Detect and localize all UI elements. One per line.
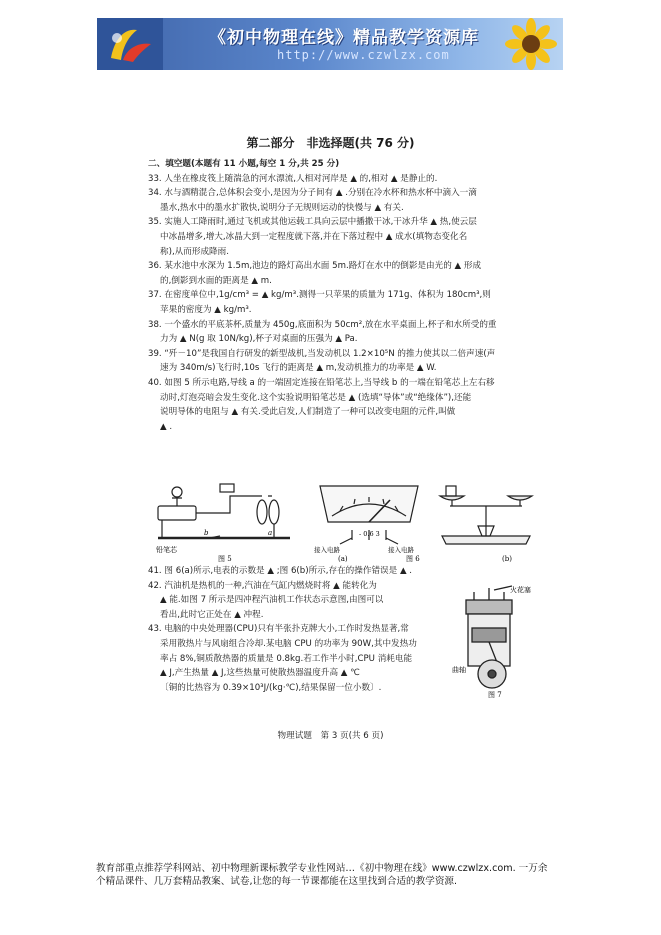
section-heading: 二、填空题(本题有 11 小题,每空 1 分,共 25 分) [148,159,340,169]
questions-lower [148,564,438,695]
question-line: 37. 在密度单位中,1g/cm³ = ▲ kg/m³.测得一只苹果的质量为 171g、体积为 180cm³,则 [148,290,491,301]
banner-url[interactable]: http://www.czwlzx.com [277,48,450,62]
question-line: 中冰晶增多,增大,冰晶大到一定程度就下落,并在下落过程中 ▲ 成水(填物态变化名 [160,231,468,242]
question-line: 35. 实施人工降雨时,通过飞机或其他运载工具向云层中播撒干冰,干冰升华 ▲ 热,使云层 [148,217,477,228]
fig6a-label: (a) [338,555,348,563]
ad-line: 个精品课件、几万套精品教案、试卷,让您的每一节课都能在这里找到合适的教学资源. [96,876,458,887]
question-line: ▲ . [160,421,173,432]
fig7-spark-label: 火花塞 [510,586,531,594]
question-line: 33. 人坐在橡皮筏上随湍急的河水漂流,人相对河岸是 ▲ 的,相对 ▲ 是静止的. [148,173,438,184]
question-line: 34. 水与酒精混合,总体积会变小,是因为分子间有 ▲ .分别在冷水杯和热水杯中滴入一滴 [148,188,477,199]
site-logo-icon [97,18,163,70]
question-line: ▲ J,产生热量 ▲ J,这些热量可使散热器温度升高 ▲ ℃ [160,668,360,679]
question-line: 38. 一个盛水的平底茶杯,质量为 450g,底面积为 50cm²,放在水平桌面上,杯子和水所受的重 [148,319,497,330]
question-line: 42. 汽油机是热机的一种,汽油在气缸内燃烧时将 ▲ 能转化为 [148,580,377,591]
question-line: 率占 8%,铜质散热器的质量是 0.8kg.若工作半小时,CPU 消耗电能 [160,653,413,664]
fig5-pencil-label: 铅笔芯 [156,546,177,554]
figures-row [150,478,540,568]
question-line: 称),从而形成降雨. [160,246,229,257]
question-line: 的,倒影到水面的距离是 ▲ m. [160,275,272,286]
question-line: 36. 某水池中水深为 1.5m,池边的路灯高出水面 5m.路灯在水中的倒影是由光的 ▲ 形成 [148,261,482,272]
question-line: 43. 电脑的中央处理器(CPU)只有半张扑克牌大小,工作时发热显著,常 [148,624,409,635]
question-line: 力为 ▲ N(g 取 10N/kg),杯子对桌面的压强为 ▲ Pa. [160,334,358,345]
sunflower-icon [491,18,563,70]
question-line: 苹果的密度为 ▲ kg/m³. [160,304,252,315]
question-line: 采用散热片与风扇组合冷却.某电脑 CPU 的功率为 90W,其中发热功 [160,638,417,649]
page-footer: 物理试题 第 3 页(共 6 页) [277,731,384,741]
bottom-advertisement [96,862,566,888]
question-line: 39. “歼－10”是我国自行研发的新型战机,当发动机以 1.2×10⁵N 的推力使其以二倍声速(声 [148,348,496,359]
fig5-caption: 图 5 [218,555,232,563]
question-line: 速为 340m/s)飞行时,10s 飞行的距离是 ▲ m,发动机推力的功率是 ▲ W. [160,363,437,374]
figure-6b-balance [432,478,540,563]
questions-upper [148,157,538,434]
fig5-a-label: a [268,529,273,537]
question-line: 〔铜的比热容为 0.39×10³J/(kg·℃),结果保留一位小数〕. [160,682,382,693]
fig6b-label: (b) [502,555,512,563]
fig5-b-label: b [204,529,209,537]
fig7-caption: 图 7 [488,691,502,699]
question-line: 动时,灯泡亮暗会发生变化.这个实验说明铅笔芯是 ▲ (选填“导体”或“绝缘体”),还能 [160,392,472,403]
figure-6a-ammeter [310,478,428,563]
figure-5-circuit [150,478,300,563]
fig6a-connect-right: 接入电路 [388,546,414,554]
fig7-crank-label: 曲轴 [452,666,466,674]
question-line: 说明导体的电阻与 ▲ 有关.受此启发,人们制造了一种可以改变电阻的元件,叫做 [160,407,456,418]
question-line: 看出,此时它正处在 ▲ 冲程. [160,609,264,620]
part-title: 第二部分 非选择题(共 76 分) [246,136,415,150]
question-line: 40. 如图 5 所示电路,导线 a 的一端固定连接在铅笔芯上,当导线 b 的一端在铅笔芯上左右移 [148,377,495,388]
fig6a-connect-left: 接入电路 [314,546,340,554]
question-line: 41. 图 6(a)所示,电表的示数是 ▲ ;图 6(b)所示,存在的操作错误是 ▲ . [148,566,413,576]
fig6a-terminals: - 0.6 3 [359,530,380,538]
ad-line: 教育部重点推荐学科网站、初中物理新课标教学专业性网站…《初中物理在线》www.czwlzx.com. 一万余 [96,863,548,874]
fig6-caption: 图 6 [406,555,420,563]
question-line: ▲ 能.如图 7 所示是四冲程汽油机工作状态示意图,由图可以 [160,595,384,606]
header-banner [97,18,563,70]
figure-7-engine [452,584,542,699]
banner-title: 《初中物理在线》精品教学资源库 [209,28,479,48]
question-line: 墨水,热水中的墨水扩散快,说明分子无规则运动的快慢与 ▲ 有关. [160,202,404,213]
